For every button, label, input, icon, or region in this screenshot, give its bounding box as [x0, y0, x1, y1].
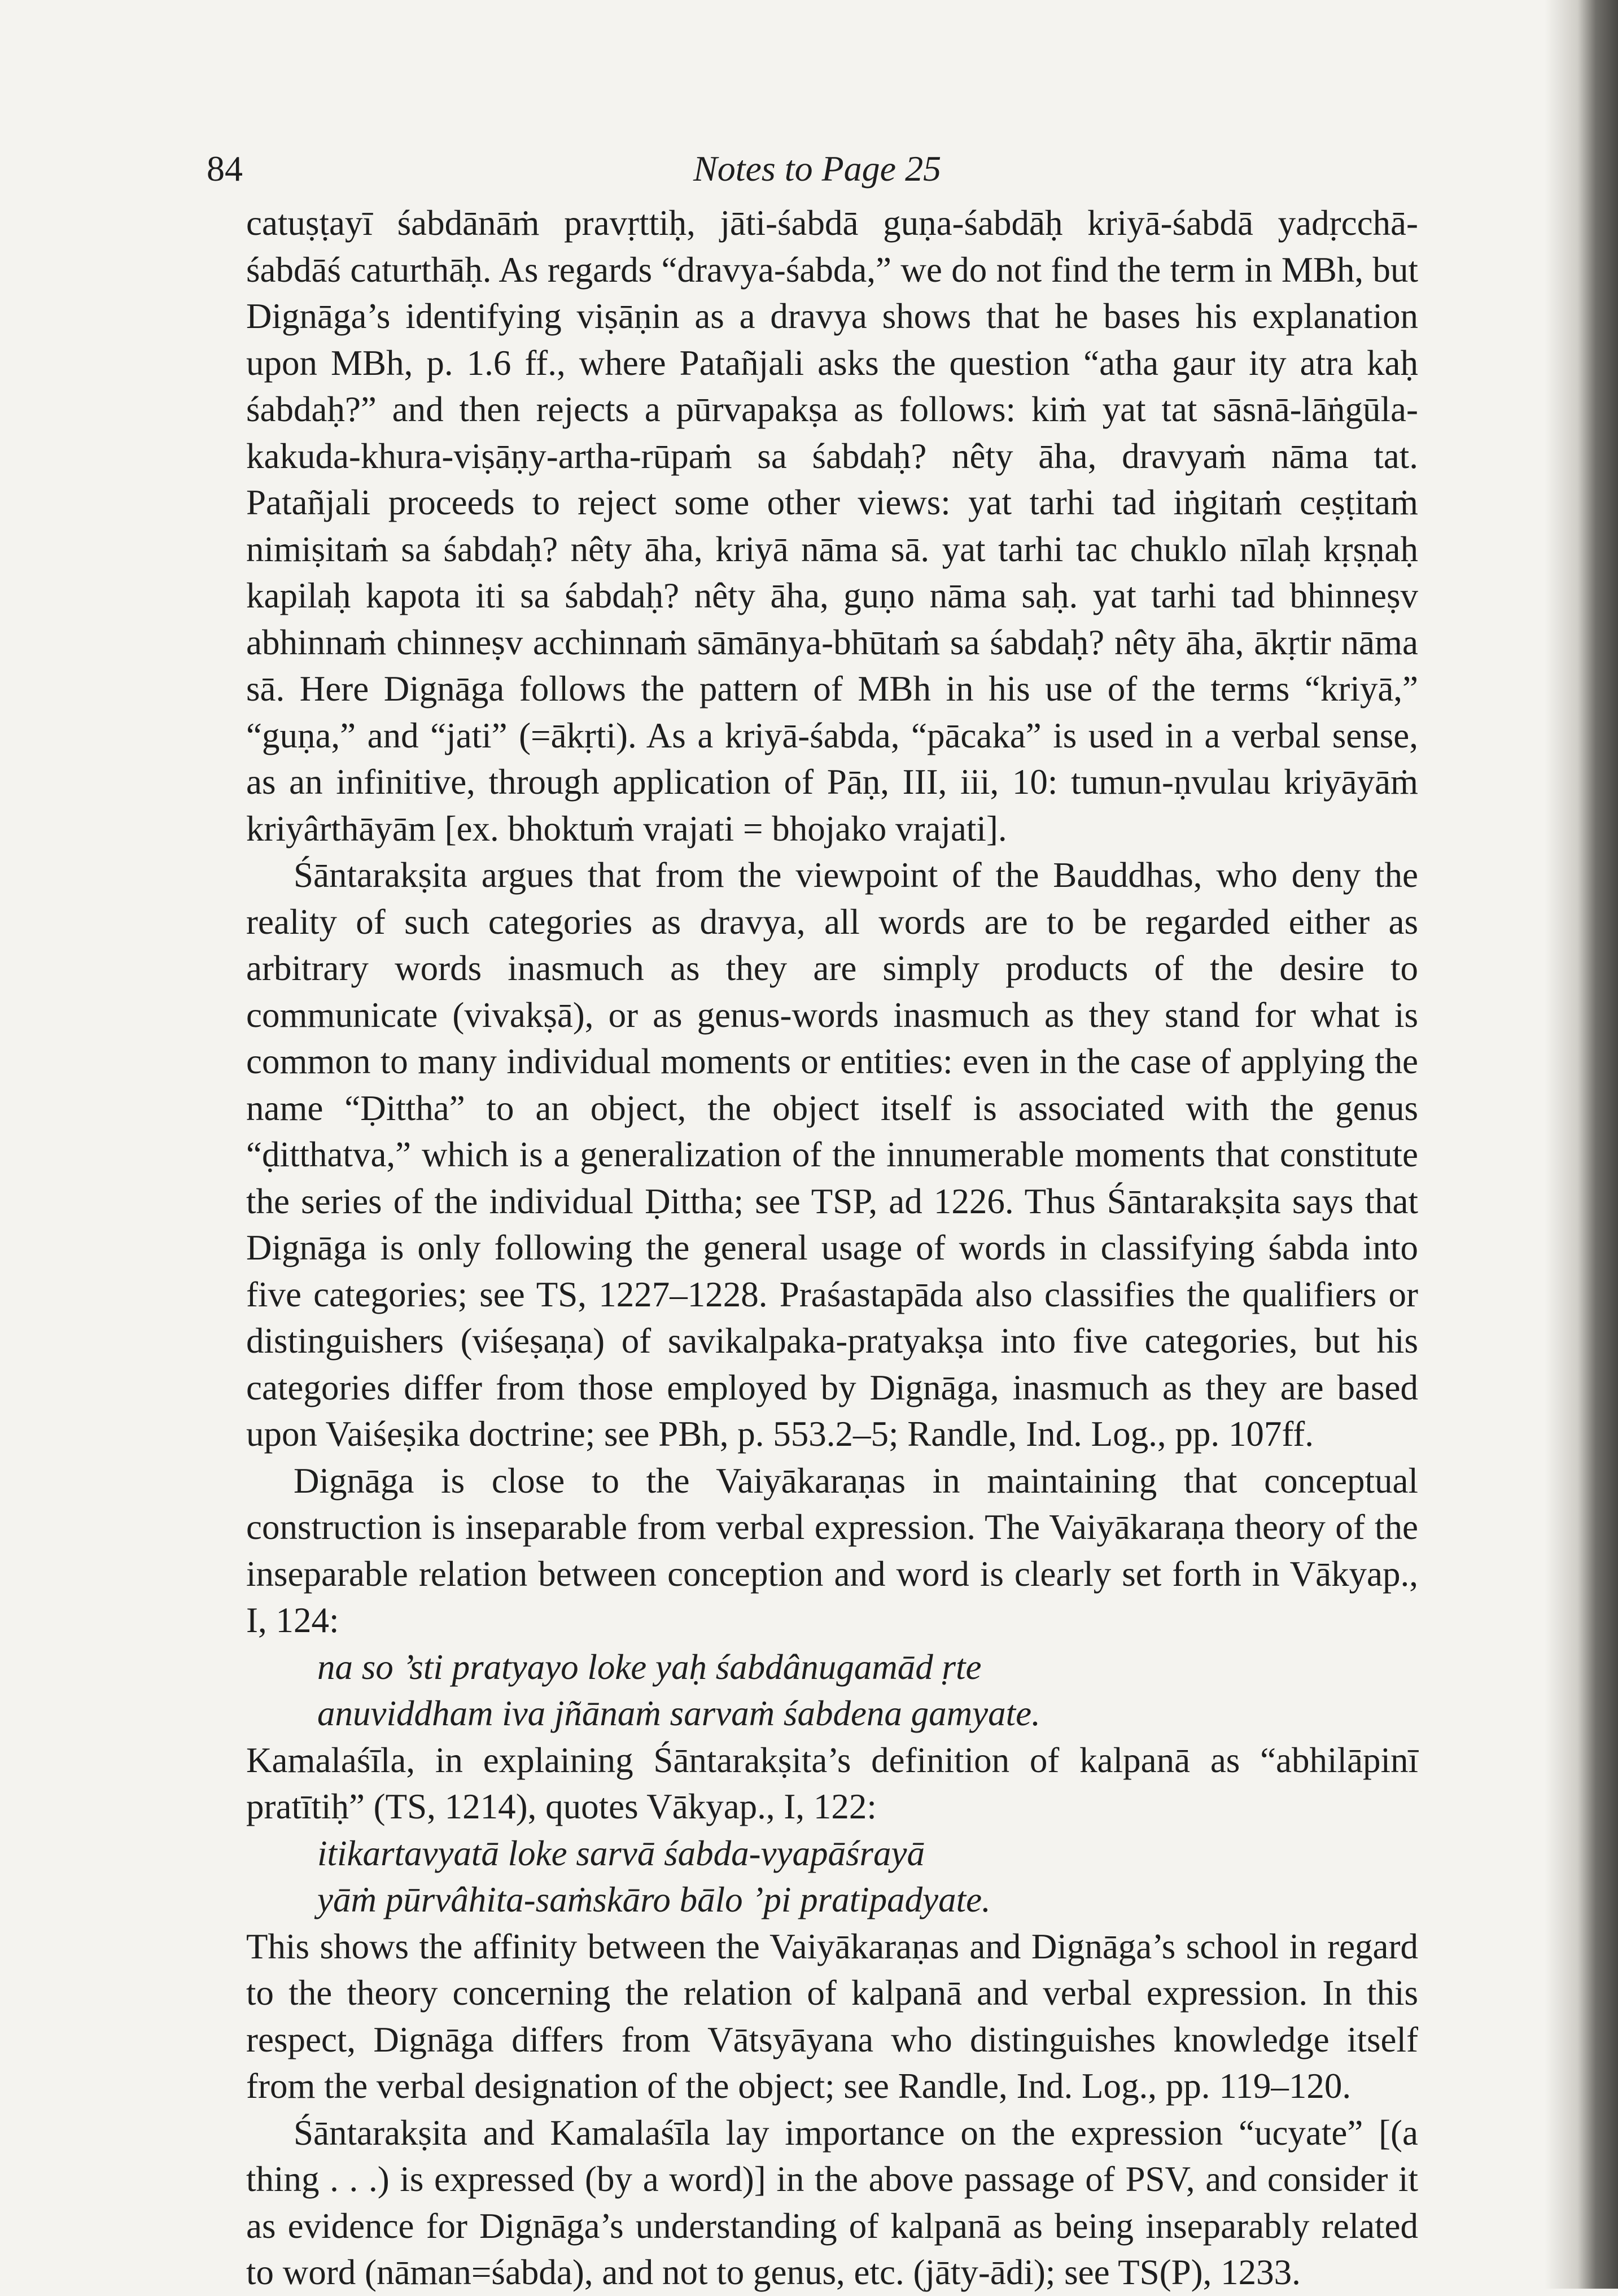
page-number: 84: [207, 148, 243, 189]
quote-line: itikartavyatā loke sarvā śabda-vyapāśrayā: [317, 1833, 925, 1873]
paragraph-kamalasila: Kamalaśīla, in explaining Śāntarakṣita’s definition of kalpanā as “abhilāpinī pratītiḥ” (TS, 1214), quotes Vākyap., I, 122:: [246, 1740, 1418, 1826]
paragraph-santaraksita: Śāntarakṣita argues that from the viewpoint of the Bauddhas, who deny the reality of such categories as dravya, all words are to be regarded either as arbitrary words inasmuch as they are simply products of the desire to communicate (vivakṣā), or as genus-words inasmuch as they stand for what is common to many individual moments or entities: even in the case of applying the name “Ḍittha” to an object, the object itself is associated with the genus “ḍitthatva,” which is a generalization of the innumerable moments that constitute the series of the individual Ḍittha; see TSP, ad 1226. Thus Śāntarakṣita says that Dignāga is only following the general usage of words in classifying śabda into five categories; see TS, 1227–1228. Praśastapāda also classifies the qualifiers or distinguishers (viśeṣaṇa) of savikalpaka-pratyakṣa into five categories, but his categories differ from those employed by Dignāga, inasmuch as they are based upon Vaiśeṣika doctrine; see PBh, p. 553.2–5; Randle, Ind. Log., pp. 107ff.: [246, 855, 1418, 1454]
paragraph-affinity: This shows the affinity between the Vaiyākaraṇas and Dignāga’s school in regard to the theory concerning the relation of kalpanā and verbal expression. In this respect, Dignāga differs from Vātsyāyana who distinguishes knowledge itself from the verbal designation of the object; see Randle, Ind. Log., pp. 119–120.: [246, 1926, 1418, 2106]
running-head: Notes to Page 25: [693, 148, 942, 189]
body-text: [246, 200, 1418, 2296]
paragraph-dignaga-vaiyakaranas: Dignāga is close to the Vaiyākaraṇas in maintaining that conceptual construction is inseparable from verbal expression. The Vaiyākaraṇa theory of the inseparable relation between conception and word is clearly set forth in Vākyap., I, 124:: [246, 1460, 1418, 1640]
quote-line: na so ’sti pratyayo loke yaḥ śabdânugamād ṛte: [317, 1647, 982, 1687]
paragraph-ucyate: Śāntarakṣita and Kamalaśīla lay importance on the expression “ucyate” [(a thing . . .) is expressed (by a word)] in the above passage of PSV, and consider it as evidence for Dignāga’s understanding of kalpanā as being inseparably related to word (nāman=śabda), and not to genus, etc. (jāty-ādi); see TS(P), 1233.: [246, 2113, 1418, 2292]
page-header: [0, 148, 1618, 193]
quote-line: anuviddham iva jñānaṁ sarvaṁ śabdena gamyate.: [317, 1694, 1040, 1733]
page-edge-shadow: [1545, 0, 1618, 2289]
quote-line: yāṁ pūrvâhita-saṁskāro bālo ’pi pratipadyate.: [317, 1880, 991, 1919]
paragraph-continuation: catuṣṭayī śabdānāṁ pravṛttiḥ, jāti-śabdā guṇa-śabdāḥ kriyā-śabdā yadṛcchā-śabdāś caturthāḥ. As regards “dravya-śabda,” we do not find the term in MBh, but Dignāga’s identifying viṣāṇin as a dravya shows that he bases his explanation upon MBh, p. 1.6 ff., where Patañjali asks the question “atha gaur ity atra kaḥ śabdaḥ?” and then rejects a pūrvapakṣa as follows: kiṁ yat tat sāsnā-lāṅgūla-kakuda-khura-viṣāṇy-artha-rūpaṁ sa śabdaḥ? nêty āha, dravyaṁ nāma tat. Patañjali proceeds to reject some other views: yat tarhi tad iṅgitaṁ ceṣṭitaṁ nimiṣitaṁ sa śabdaḥ? nêty āha, kriyā nāma sā. yat tarhi tac chuklo nīlaḥ kṛṣṇaḥ kapilaḥ kapota iti sa śabdaḥ? nêty āha, guṇo nāma saḥ. yat tarhi tad bhinneṣv abhinnaṁ chinneṣv acchinnaṁ sāmānya-bhūtaṁ sa śabdaḥ? nêty āha, ākṛtir nāma sā. Here Dignāga follows the pattern of MBh in his use of the terms “kriyā,” “guṇa,” and “jati” (=ākṛti). As a kriyā-śabda, “pācaka” is used in a verbal sense, as an infinitive, through application of Pāṇ, III, iii, 10: tumun-ṇvulau kriyāyāṁ kriyârthāyām [ex. bhoktuṁ vrajati = bhojako vrajati].: [246, 203, 1418, 849]
